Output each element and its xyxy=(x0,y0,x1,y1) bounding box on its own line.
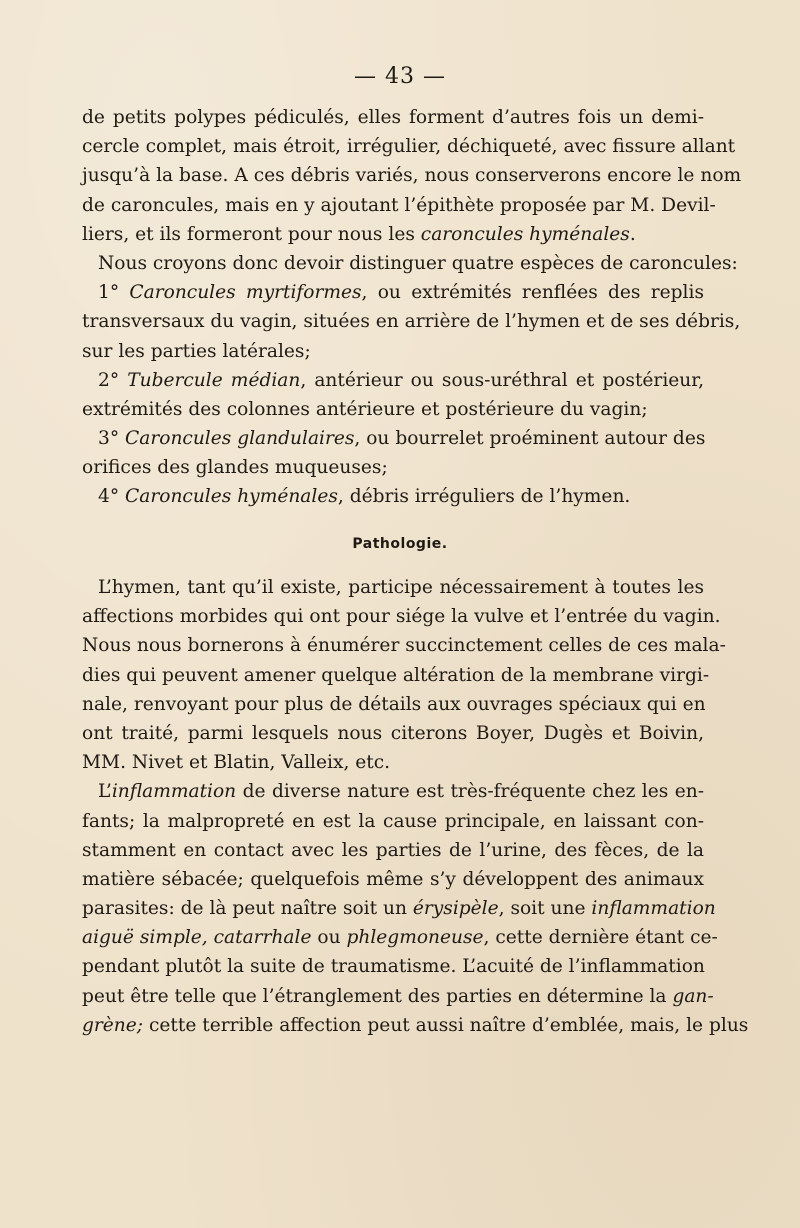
text-line: L’inflammation de diverse nature est très-fréquente chez les en- xyxy=(98,781,704,803)
page-number: — 43 — xyxy=(354,64,446,89)
text-line: fants; la malpropreté en est la cause principale, en laissant con- xyxy=(82,810,704,832)
text-block-pathologie xyxy=(82,573,749,1040)
text-line: sur les parties latérales; xyxy=(82,340,311,362)
text-line: 4° Caroncules hyménales, débris irréguliers de l’hymen. xyxy=(98,486,631,508)
text-line: Nous croyons donc devoir distinguer quatre espèces de caroncules: xyxy=(98,252,738,274)
text-line: peut être telle que l’étranglement des parties en détermine la gan- xyxy=(82,985,714,1007)
text-line: grène; cette terrible affection peut aussi naître d’emblée, mais, le plus xyxy=(82,1014,749,1036)
text-line: pendant plutôt la suite de traumatisme. L’acuité de l’inflammation xyxy=(82,956,705,978)
text-line: cercle complet, mais étroit, irrégulier, déchiqueté, avec fissure allant xyxy=(82,136,736,158)
text-line: affections morbides qui ont pour siége la vulve et l’entrée du vagin. xyxy=(82,606,721,628)
text-line: stamment en contact avec les parties de l’urine, des fèces, de la xyxy=(82,839,704,861)
text-line: L’hymen, tant qu’il existe, participe nécessairement à toutes les xyxy=(98,577,704,598)
text-line: parasites: de là peut naître soit un érysipèle, soit une inflammation xyxy=(82,898,716,920)
text-line: Nous nous bornerons à énumérer succinctement celles de ces mala- xyxy=(82,635,726,657)
text-line: de caroncules, mais en y ajoutant l’épithète proposée par M. Devil- xyxy=(82,194,716,216)
text-line: dies qui peuvent amener quelque altération de la membrane virgi- xyxy=(82,664,710,686)
text-line: 2° Tubercule médian, antérieur ou sous-uréthral et postérieur, xyxy=(98,369,704,391)
text-line: aiguë simple, catarrhale ou phlegmoneuse, cette dernière étant ce- xyxy=(82,927,718,949)
text-line: jusqu’à la base. A ces débris variés, nous conserverons encore le nom xyxy=(82,165,742,187)
text-line: 3° Caroncules glandulaires, ou bourrelet proéminent autour des xyxy=(98,428,706,450)
text-line: de petits polypes pédiculés, elles forment d’autres fois un demi- xyxy=(82,107,704,128)
text-line: liers, et ils formeront pour nous les caroncules hyménales. xyxy=(82,223,636,245)
section-heading-pathologie: Pathologie. xyxy=(352,536,448,552)
text-line: matière sébacée; quelquefois même s’y développent des animaux xyxy=(82,868,704,890)
text-line: extrémités des colonnes antérieure et postérieure du vagin; xyxy=(82,398,648,420)
text-line: 1° Caroncules myrtiformes, ou extrémités renflées des replis xyxy=(98,282,704,304)
text-line: ont traité, parmi lesquels nous citerons Boyer, Dugès et Boivin, xyxy=(82,722,704,744)
text-line: orifices des glandes muqueuses; xyxy=(82,457,388,479)
text-line: nale, renvoyant pour plus de détails aux ouvrages spéciaux qui en xyxy=(82,693,706,715)
text-line: MM. Nivet et Blatin, Valleix, etc. xyxy=(82,752,391,774)
text-line: transversaux du vagin, situées en arrière de l’hymen et de ses débris, xyxy=(82,311,741,333)
text-block-caroncules xyxy=(82,103,742,512)
